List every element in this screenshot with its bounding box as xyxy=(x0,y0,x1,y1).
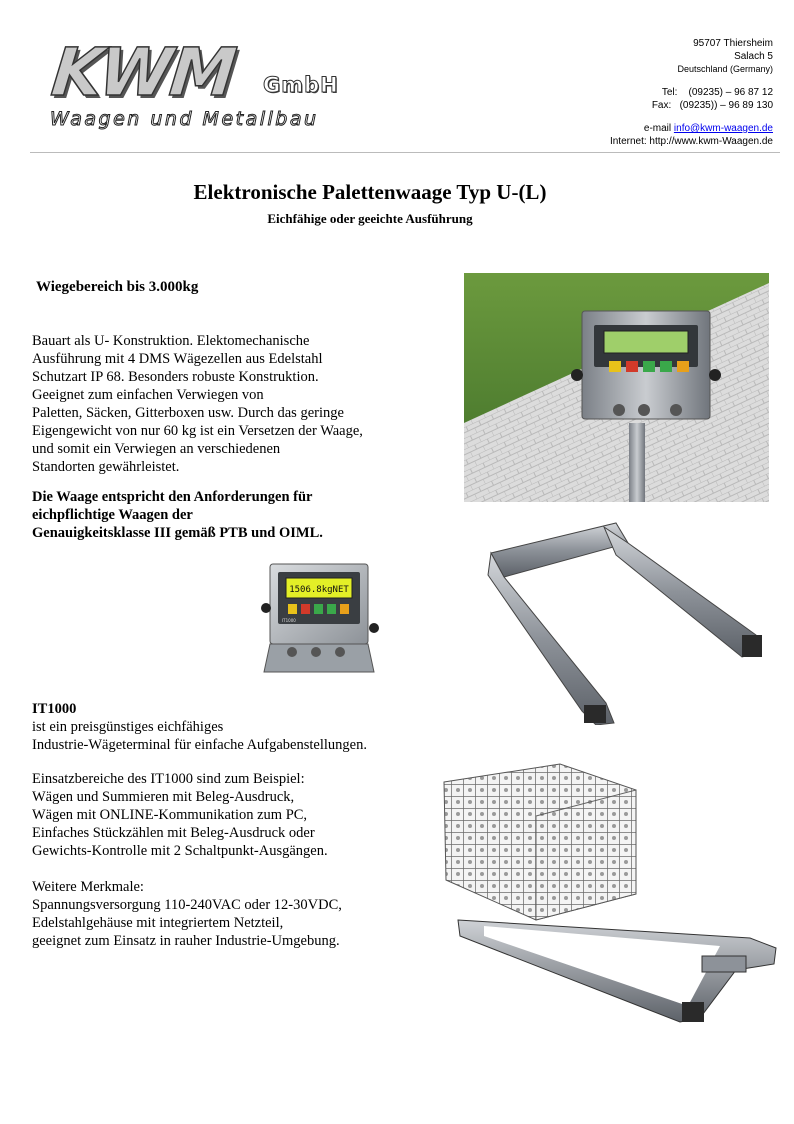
certification-statement xyxy=(32,488,432,542)
terminal-use-cases xyxy=(32,770,432,860)
address-email-line xyxy=(610,122,773,135)
text-line: Einsatzbereiche des IT1000 sind zum Beispiel: xyxy=(32,771,305,787)
terminal-description xyxy=(32,718,432,754)
terminal-model-label: IT1000 xyxy=(282,618,296,623)
terminal-heading: IT1000 xyxy=(32,701,77,717)
company-logo xyxy=(48,34,348,135)
u-frame-scale-photo xyxy=(486,515,766,725)
text-line: Die Waage entspricht den Anforderungen für xyxy=(32,489,313,505)
address-fax: Fax: (09235)) – 96 89 130 xyxy=(651,100,773,111)
text-line: Ausführung mit 4 DMS Wägezellen aus Edelstahl xyxy=(32,351,323,367)
text-line: Paletten, Säcken, Gitterboxen usw. Durch das geringe xyxy=(32,405,344,421)
text-line: eichpflichtige Waagen der xyxy=(32,507,193,523)
it1000-terminal-photo xyxy=(258,560,382,675)
email-link[interactable]: info@kwm-waagen.de xyxy=(673,123,773,134)
header-divider xyxy=(30,152,780,153)
text-line: ist ein preisgünstiges eichfähiges xyxy=(32,719,224,735)
address-city: 95707 Thiersheim xyxy=(693,38,773,49)
address-country: Deutschland (Germany) xyxy=(677,64,773,74)
terminal-display-text: 1506.8kgNET xyxy=(289,585,349,595)
text-line: Wägen mit ONLINE-Kommunikation zum PC, xyxy=(32,807,308,823)
text-line: geeignet zum Einsatz in rauher Industrie-Umgebung. xyxy=(32,933,340,949)
address-street: Salach 5 xyxy=(734,51,773,62)
construction-description xyxy=(32,332,432,476)
text-line: Edelstahlgehäuse mit integriertem Netzteil, xyxy=(32,915,284,931)
text-line: Genauigkeitsklasse III gemäß PTB und OIML. xyxy=(32,525,323,541)
text-line: und somit ein Verwiegen an verschiedenen xyxy=(32,441,281,457)
logo-wordmark: KWM xyxy=(48,34,238,111)
text-line: Industrie-Wägeterminal für einfache Aufgabenstellungen. xyxy=(32,737,367,753)
text-line: Geeignet zum einfachen Verwiegen von xyxy=(32,387,264,403)
text-line: Gewichts-Kontrolle mit 2 Schaltpunkt-Ausgängen. xyxy=(32,843,328,859)
text-line: Wägen und Summieren mit Beleg-Ausdruck, xyxy=(32,789,295,805)
address-block xyxy=(610,37,773,148)
page-subtitle: Eichfähige oder geeichte Ausführung xyxy=(267,211,473,226)
text-line: Standorten gewährleistet. xyxy=(32,459,180,475)
terminal-outdoor-photo xyxy=(464,273,769,502)
text-line: Bauart als U- Konstruktion. Elektomechanische xyxy=(32,333,310,349)
weighing-range: Wiegebereich bis 3.000kg xyxy=(36,279,199,295)
page-title: Elektronische Palettenwaage Typ U-(L) xyxy=(193,180,547,204)
text-line: Weitere Merkmale: xyxy=(32,879,144,895)
text-line: Schutzart IP 68. Besonders robuste Konstruktion. xyxy=(32,369,319,385)
text-line: Spannungsversorgung 110-240VAC oder 12-30VDC, xyxy=(32,897,342,913)
text-line: Eigengewicht von nur 60 kg ist ein Versetzen der Waage, xyxy=(32,423,363,439)
address-internet[interactable]: Internet: http://www.kwm-Waagen.de xyxy=(609,136,773,147)
email-label: e-mail xyxy=(643,123,674,134)
terminal-features xyxy=(32,878,432,950)
text-line: Einfaches Stückzählen mit Beleg-Ausdruck oder xyxy=(32,825,315,841)
scale-with-mesh-box-photo xyxy=(440,760,780,1028)
logo-tagline: Waagen und Metallbau xyxy=(50,108,319,130)
address-tel: Tel: (09235) – 96 87 12 xyxy=(661,87,773,98)
logo-suffix: GmbH xyxy=(263,73,339,97)
